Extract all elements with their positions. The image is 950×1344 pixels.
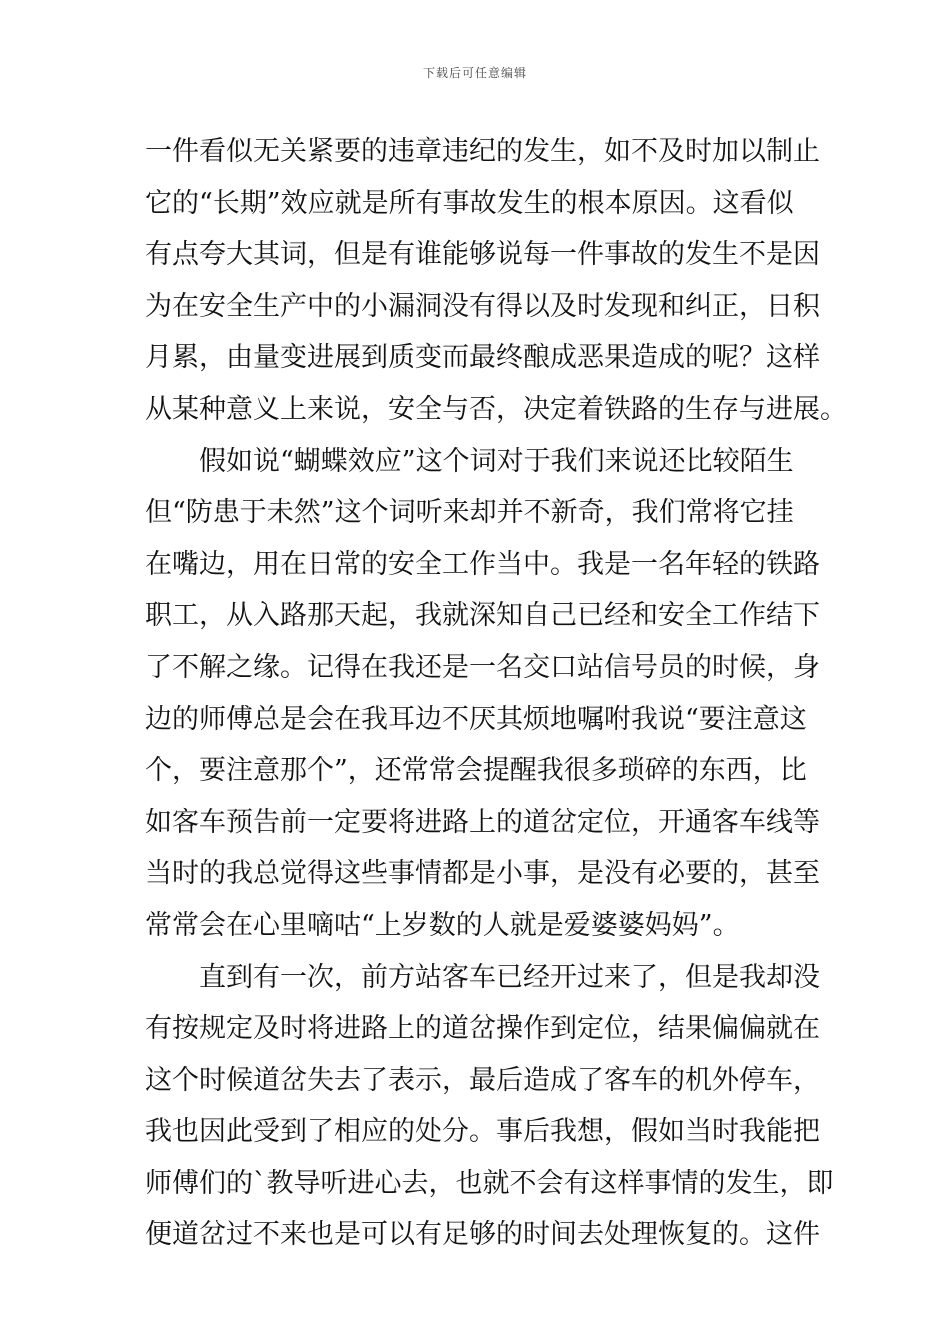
body-text (145, 126, 847, 1261)
text-line: 在嘴边，用在日常的安全工作当中。我是一名年轻的铁路 (145, 548, 820, 580)
text-line: 为在安全生产中的小漏洞没有得以及时发现和纠正，日积 (145, 290, 820, 322)
paragraph (145, 126, 847, 436)
page-header: 下载后可任意编辑 (422, 66, 527, 80)
text-line: 有点夸大其词，但是有谁能够说每一件事故的发生不是因 (145, 239, 820, 271)
paragraph (145, 952, 834, 1262)
text-line: 从某种意义上来说，安全与否，决定着铁路的生存与进展。 (145, 393, 847, 425)
text-line: 它的“长期”效应就是所有事故发生的根本原因。这看似 (145, 187, 794, 219)
text-line: 如客车预告前一定要将进路上的道岔定位，开通客车线等 (145, 806, 820, 838)
text-line: 一件看似无关紧要的违章违纪的发生，如不及时加以制止 (145, 136, 820, 167)
text-line: 师傅们的`教导听进心去，也就不会有这样事情的发生，即 (145, 1167, 834, 1199)
text-line: 但“防患于未然”这个词听来却并不新奇，我们常将它挂 (145, 497, 794, 529)
text-line: 当时的我总觉得这些事情都是小事，是没有必要的，甚至 (145, 858, 820, 890)
text-line: 职工，从入路那天起，我就深知自己已经和安全工作结下 (145, 600, 820, 632)
paragraph (145, 436, 820, 952)
text-line: 边的师傅总是会在我耳边不厌其烦地嘱咐我说“要注意这 (145, 703, 807, 735)
text-line: 直到有一次，前方站客车已经开过来了，但是我却没 (199, 961, 820, 993)
text-line: 了不解之缘。记得在我还是一名交口站信号员的时候，身 (145, 651, 820, 683)
text-line: 常常会在心里嘀咕“上岁数的人就是爱婆婆妈妈”。 (145, 909, 740, 941)
text-line: 便道岔过不来也是可以有足够的时间去处理恢复的。这件 (145, 1219, 820, 1251)
text-line: 我也因此受到了相应的处分。事后我想，假如当时我能把 (145, 1116, 820, 1148)
text-line: 假如说“蝴蝶效应”这个词对于我们来说还比较陌生 (199, 445, 794, 477)
text-line: 月累，由量变进展到质变而最终酿成恶果造成的呢？这样 (145, 342, 820, 374)
text-line: 这个时候道岔失去了表示，最后造成了客车的机外停车， (145, 1064, 820, 1096)
text-line: 个，要注意那个”，还常常会提醒我很多琐碎的东西，比 (145, 755, 807, 787)
text-line: 有按规定及时将进路上的道岔操作到定位，结果偏偏就在 (145, 1013, 820, 1045)
